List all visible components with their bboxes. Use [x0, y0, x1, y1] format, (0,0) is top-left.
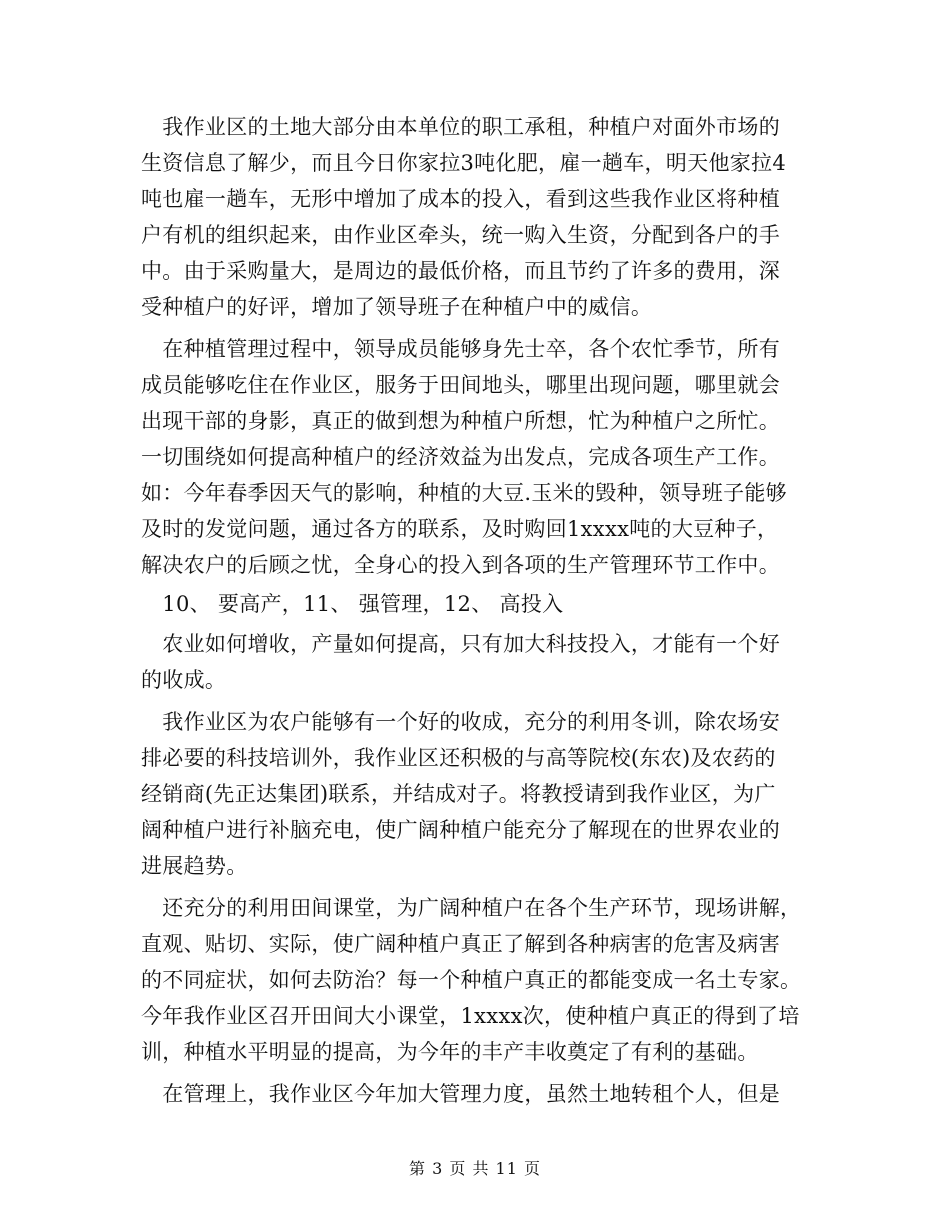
section-heading: 10、 要高产，11、 强管理，12、 高投入 — [141, 592, 564, 616]
text-line: 吨也雇一趟车，无形中增加了成本的投入，看到这些我作业区将种植 — [141, 187, 780, 211]
text-line: 阔种植户进行补脑充电，使广阔种植户能充分了解现在的世界农业的 — [141, 818, 780, 842]
text-line: 解决农户的后顾之忧，全身心的投入到各项的生产管理环节工作中。 — [141, 553, 780, 577]
text-line: 在种植管理过程中，领导成员能够身先士卒，各个农忙季节，所有 — [141, 337, 780, 361]
page-number-footer: 第 3 页 共 11 页 — [409, 1159, 541, 1178]
text-line: 出现干部的身影，真正的做到想为种植户所想，忙为种植户之所忙。 — [141, 409, 780, 433]
text-line: 的收成。 — [141, 668, 227, 692]
text-line: 还充分的利用田间课堂，为广阔种植户在各个生产环节，现场讲解， — [141, 896, 802, 920]
text-line: 生资信息了解少，而且今日你家拉3吨化肥，雇一趟车，明天他家拉4 — [141, 151, 787, 175]
text-line: 受种植户的好评，增加了领导班子在种植户中的威信。 — [141, 295, 653, 319]
text-line: 成员能够吃住在作业区，服务于田间地头，哪里出现问题，哪里就会 — [141, 373, 780, 397]
text-line: 经销商(先正达集团)联系，并结成对子。将教授请到我作业区，为广 — [141, 782, 776, 806]
text-line: 户有机的组织起来，由作业区牵头，统一购入生资，分配到各户的手 — [141, 223, 780, 247]
text-line: 如：今年春季因天气的影响，种植的大豆.玉米的毁种，领导班子能够 — [141, 481, 787, 505]
text-line: 在管理上，我作业区今年加大管理力度，虽然土地转租个人，但是 — [141, 1082, 780, 1106]
text-line: 农业如何增收，产量如何提高，只有加大科技投入，才能有一个好 — [141, 632, 780, 656]
text-line: 的不同症状，如何去防治？每一个种植户真正的都能变成一名土专家。 — [141, 968, 802, 992]
text-line: 训，种植水平明显的提高，为今年的丰产丰收奠定了有利的基础。 — [141, 1040, 759, 1064]
text-line: 进展趋势。 — [141, 854, 248, 878]
text-line: 我作业区为农户能够有一个好的收成，充分的利用冬训，除农场安 — [141, 710, 780, 734]
text-line: 我作业区的土地大部分由本单位的职工承租，种植户对面外市场的 — [141, 115, 780, 139]
text-line: 直观、贴切、实际，使广阔种植户真正了解到各种病害的危害及病害 — [141, 932, 780, 956]
text-line: 今年我作业区召开田间大小课堂，1xxxx次，使种植户真正的得到了培 — [141, 1004, 800, 1028]
text-line: 一切围绕如何提高种植户的经济效益为出发点，完成各项生产工作。 — [141, 445, 780, 469]
text-line: 排必要的科技培训外，我作业区还积极的与高等院校(东农)及农药的 — [141, 746, 776, 770]
text-line: 及时的发觉问题，通过各方的联系，及时购回1xxxx吨的大豆种子， — [141, 517, 779, 541]
text-line: 中。由于采购量大，是周边的最低价格，而且节约了许多的费用，深 — [141, 259, 780, 283]
